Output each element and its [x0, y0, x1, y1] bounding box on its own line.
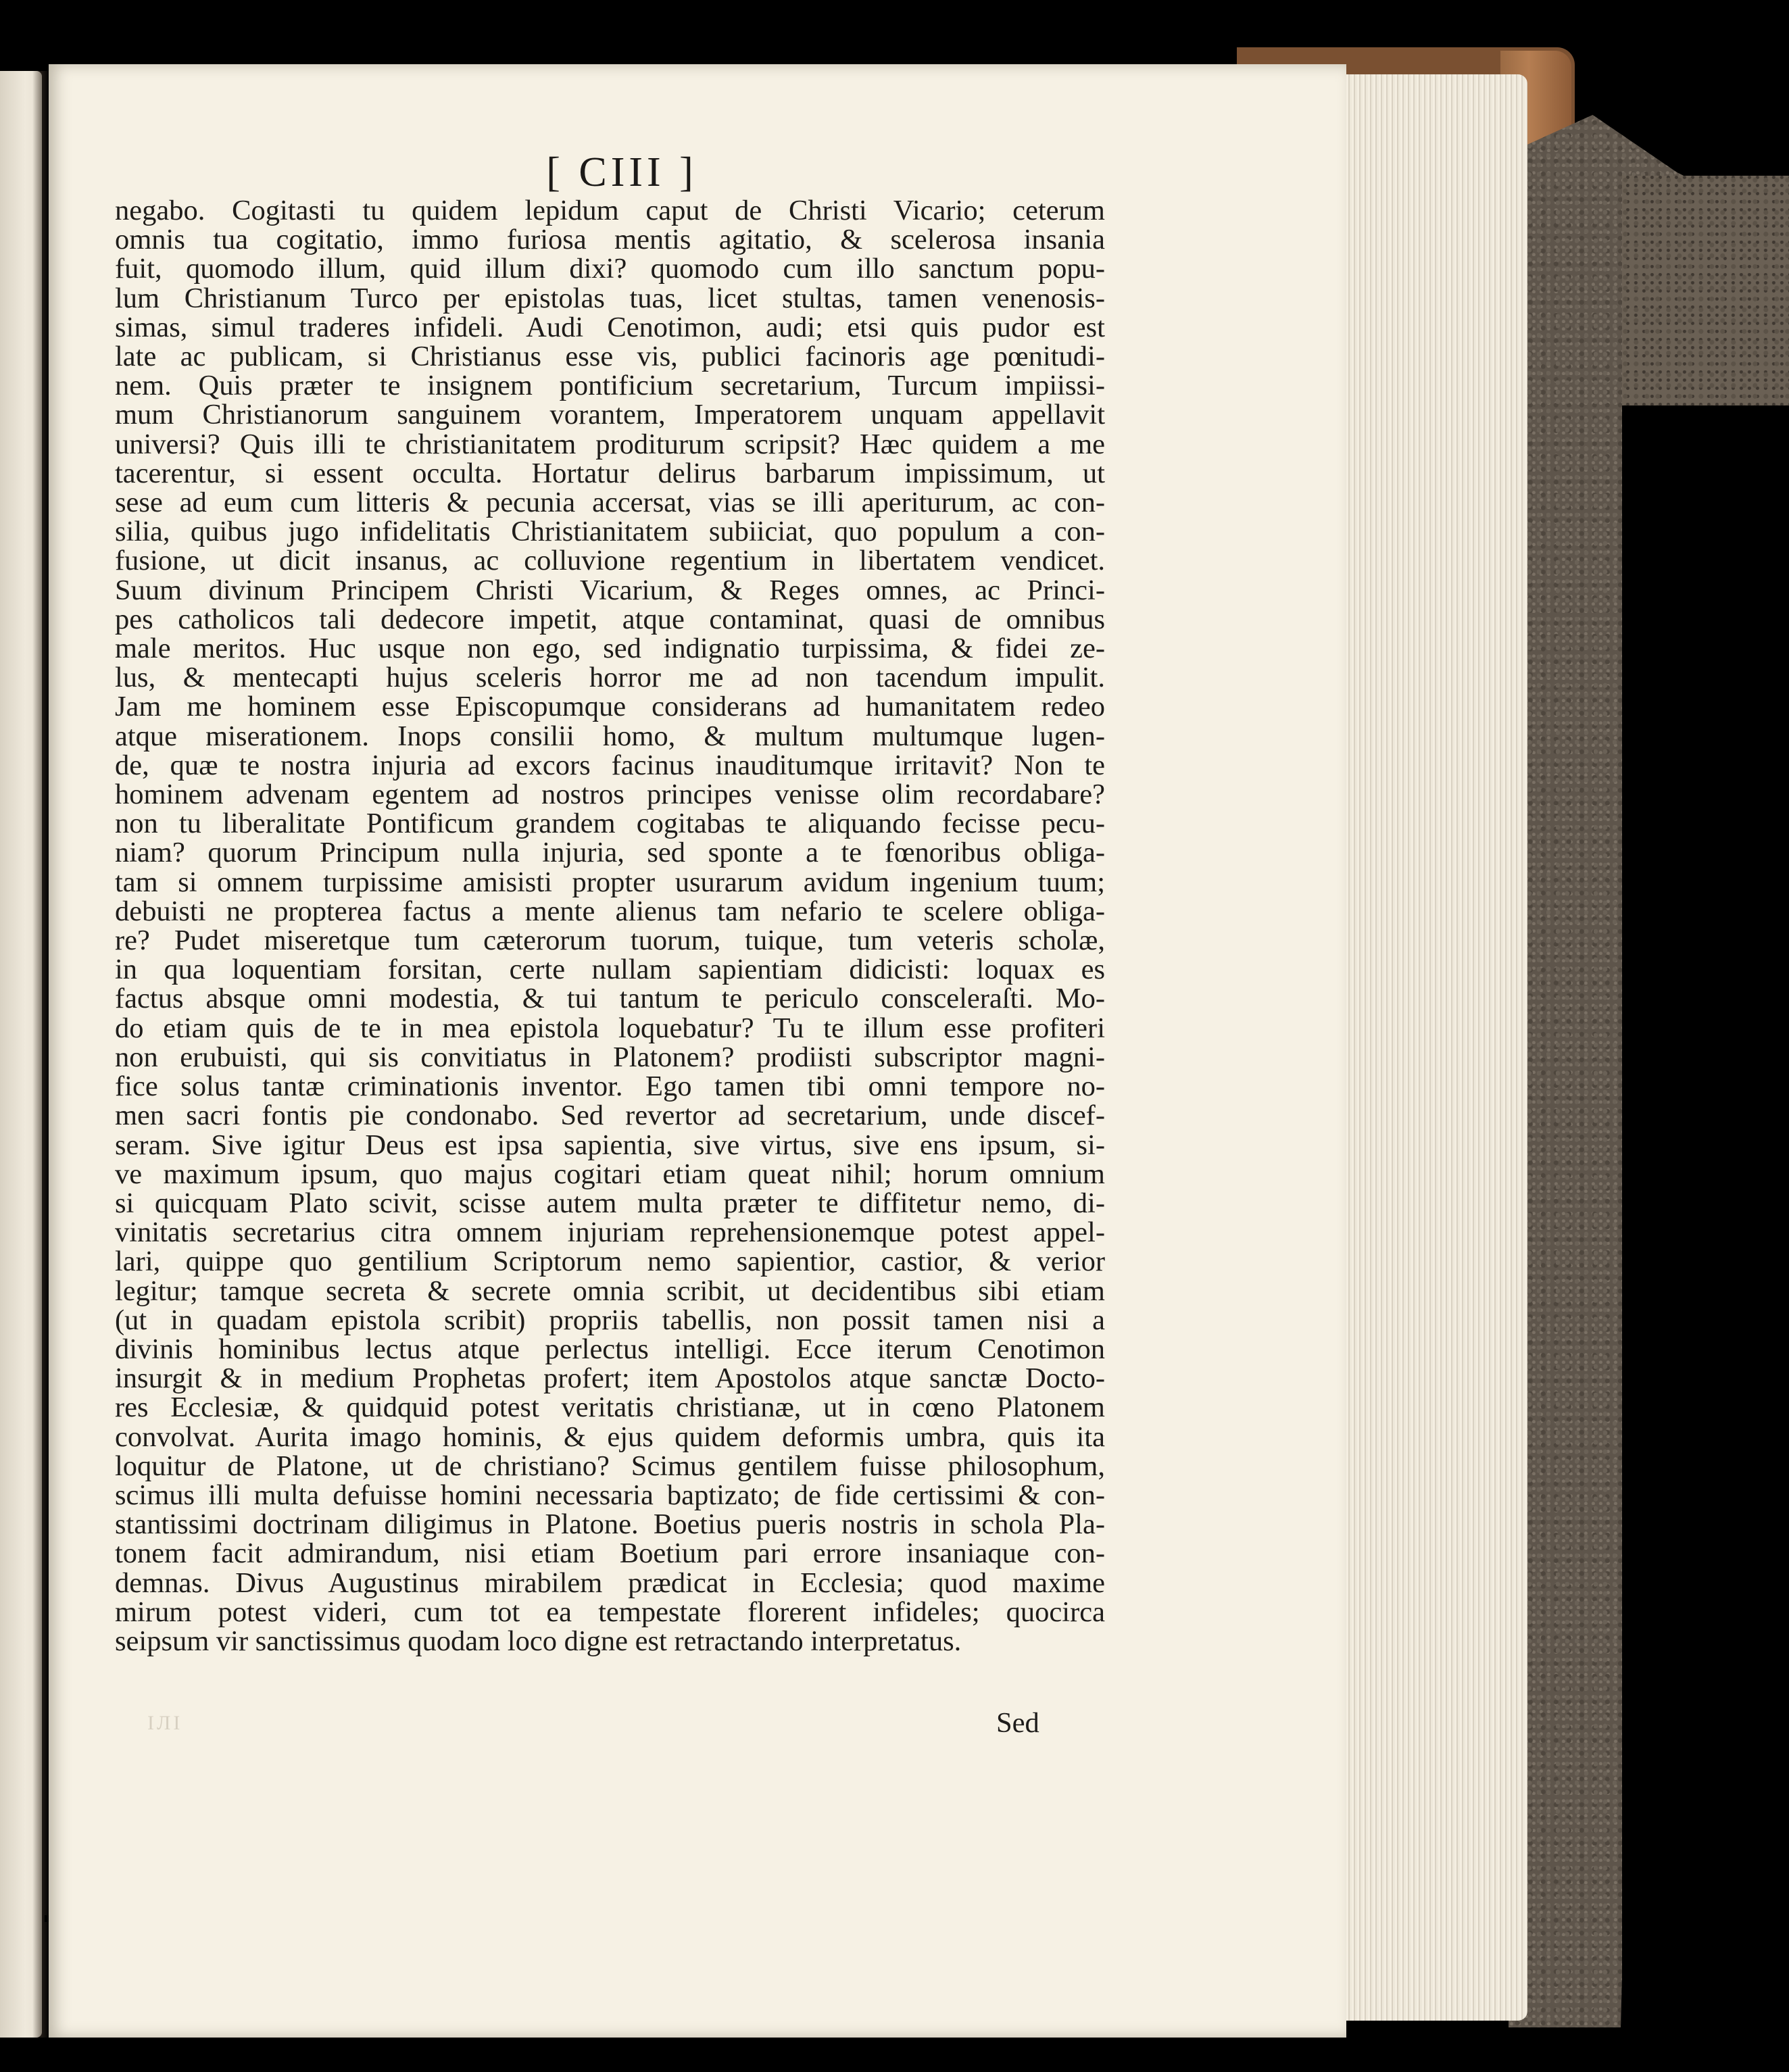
- text-line: seram. Sive igitur Deus est ipsa sapientia, sive virtus, sive ens ipsum, si-: [115, 1129, 1105, 1161]
- text-line: lum Christianum Turco per epistolas tuas, licet stultas, tamen venenosis-: [115, 282, 1105, 314]
- text-line: fice solus tantæ criminationis inventor. Ego tamen tibi omni tempore no-: [115, 1070, 1105, 1103]
- text-line: (ut in quadam epistola scribit) propriis tabellis, non possit tamen nisi a: [115, 1304, 1105, 1336]
- text-line: tam si omnem turpissime amisisti propter usurarum avidum ingenium tuum;: [115, 866, 1105, 898]
- text-line: de, quæ te nostra injuria ad excors facinus inauditumque irritavit? Non te: [115, 749, 1105, 781]
- text-line: universi? Quis illi te christianitatem proditurum scripsit? Hæc quidem a me: [115, 428, 1105, 460]
- text-line: pes catholicos tali dedecore impetit, atque contaminat, quasi de omnibus: [115, 603, 1105, 635]
- text-line: negabo. Cogitasti tu quidem lepidum caput de Christi Vicario; ceterum: [115, 195, 1105, 226]
- page-edges: [1325, 74, 1527, 2021]
- text-line: men sacri fontis pie condonabo. Sed revertor ad secretarium, unde discef-: [115, 1100, 1105, 1132]
- text-line: mirum potest videri, cum tot ea tempestate florerent infideles; quocirca: [115, 1596, 1105, 1628]
- text-line: nem. Quis præter te insignem pontificium secretarium, Turcum impiissi-: [115, 370, 1105, 402]
- text-line: late ac publicam, si Christianus esse vis, publici facinoris age pœnitudi-: [115, 341, 1105, 373]
- text-line: factus absque omni modestia, & tui tantum te periculo consceleraſti. Mo-: [115, 983, 1105, 1015]
- text-line: Suum divinum Principem Christi Vicarium, & Reges omnes, ac Princi-: [115, 574, 1105, 606]
- text-line: scimus illi multa defuisse homini necessaria baptizato; de fide certissimi & con-: [115, 1479, 1105, 1511]
- text-line: fuit, quomodo illum, quid illum dixi? quomodo cum illo sanctum popu-: [115, 253, 1105, 285]
- speck: [45, 1915, 49, 1922]
- text-line: debuisti ne propterea factus a mente alienus tam nefario te scelere obliga-: [115, 895, 1105, 927]
- body-text: [115, 196, 1105, 1656]
- gutter-shadow: [32, 71, 50, 2038]
- text-line: omnis tua cogitatio, immo furiosa mentis agitatio, & scelerosa insania: [115, 224, 1105, 256]
- catchword: Sed: [996, 1707, 1039, 1739]
- text-line: stantissimi doctrinam diligimus in Platone. Boetius pueris nostris in schola Pla-: [115, 1508, 1105, 1541]
- text-line: simas, simul traderes infideli. Audi Cenotimon, audi; etsi quis pudor est: [115, 311, 1105, 343]
- text-line: tacerentur, si essent occulta. Hortatur delirus barbarum impissimum, ut: [115, 457, 1105, 489]
- text-line: hominem advenam egentem ad nostros principes venisse olim recordabare?: [115, 779, 1105, 811]
- text-line: do etiam quis de te in mea epistola loquebatur? Tu te illum esse profiteri: [115, 1012, 1105, 1044]
- text-line: loquitur de Platone, ut de christiano? Scimus gentilem fuisse philosophum,: [115, 1450, 1105, 1482]
- text-line: in qua loquentiam forsitan, certe nullam sapientiam didicisti: loquax es: [115, 954, 1105, 986]
- faint-mark: ІЛІ: [147, 1712, 183, 1734]
- text-line: vinitatis secretarius citra omnem injuriam reprehensionemque potest appel-: [115, 1216, 1105, 1249]
- text-line: Jam me hominem esse Episcopumque considerans ad humanitatem redeo: [115, 691, 1105, 723]
- text-line: tonem facit admirandum, nisi etiam Boetium pari errore insaniaque con-: [115, 1537, 1105, 1570]
- text-line: lari, quippe quo gentilium Scriptorum nemo sapientior, castior, & verior: [115, 1245, 1105, 1278]
- text-line: seipsum vir sanctissimus quodam loco digne est retractando interpretatus.: [115, 1625, 962, 1657]
- text-line: divinis hominibus lectus atque perlectus intelligi. Ecce iterum Cenotimon: [115, 1333, 1105, 1365]
- text-line: re? Pudet miseretque tum cæterorum tuorum, tuique, tum veteris scholæ,: [115, 924, 1105, 957]
- text-line: res Ecclesiæ, & quidquid potest veritatis christianæ, ut in cœno Platonem: [115, 1391, 1105, 1424]
- text-line: ve maximum ipsum, quo majus cogitari etiam queat nihil; horum omnium: [115, 1158, 1105, 1190]
- text-line: fusione, ut dicit insanus, ac colluvione regentium in libertatem vendicet.: [115, 545, 1105, 577]
- text-line: niam? quorum Principum nulla injuria, sed sponte a te fœnoribus obliga-: [115, 837, 1105, 869]
- text-line: silia, quibus jugo infidelitatis Christianitatem subiiciat, quo populum a con-: [115, 516, 1105, 548]
- text-line: lus, & mentecapti hujus sceleris horror me ad non tacendum impulit.: [115, 662, 1105, 694]
- text-line: sese ad eum cum litteris & pecunia accersat, vias se illi aperiturum, ac con-: [115, 487, 1105, 519]
- text-line: legitur; tamque secreta & secrete omnia scribit, ut decidentibus sibi etiam: [115, 1275, 1105, 1307]
- text-line: mum Christianorum sanguinem vorantem, Imperatorem unquam appellavit: [115, 399, 1105, 431]
- text-line: si quicquam Plato scivit, scisse autem multa præter te diffitetur nemo, di-: [115, 1187, 1105, 1219]
- page-header: [ CIII ]: [546, 149, 697, 195]
- text-line: non erubuisti, qui sis convitiatus in Platonem? prodiisti subscriptor magni-: [115, 1041, 1105, 1073]
- background: [1622, 405, 1789, 2072]
- text-line: atque miserationem. Inops consilii homo, & multum multumque lugen-: [115, 720, 1105, 752]
- text-line: male meritos. Huc usque non ego, sed indignatio turpissima, & fidei ze-: [115, 633, 1105, 665]
- text-line: non tu liberalitate Pontificum grandem cogitabas te aliquando fecisse pecu-: [115, 808, 1105, 840]
- text-line: demnas. Divus Augustinus mirabilem prædicat in Ecclesia; quod maxime: [115, 1567, 1105, 1599]
- text-line: insurgit & in medium Prophetas profert; item Apostolos atque sanctæ Docto-: [115, 1362, 1105, 1395]
- text-line: convolvat. Aurita imago hominis, & ejus quidem deformis umbra, quis ita: [115, 1421, 1105, 1453]
